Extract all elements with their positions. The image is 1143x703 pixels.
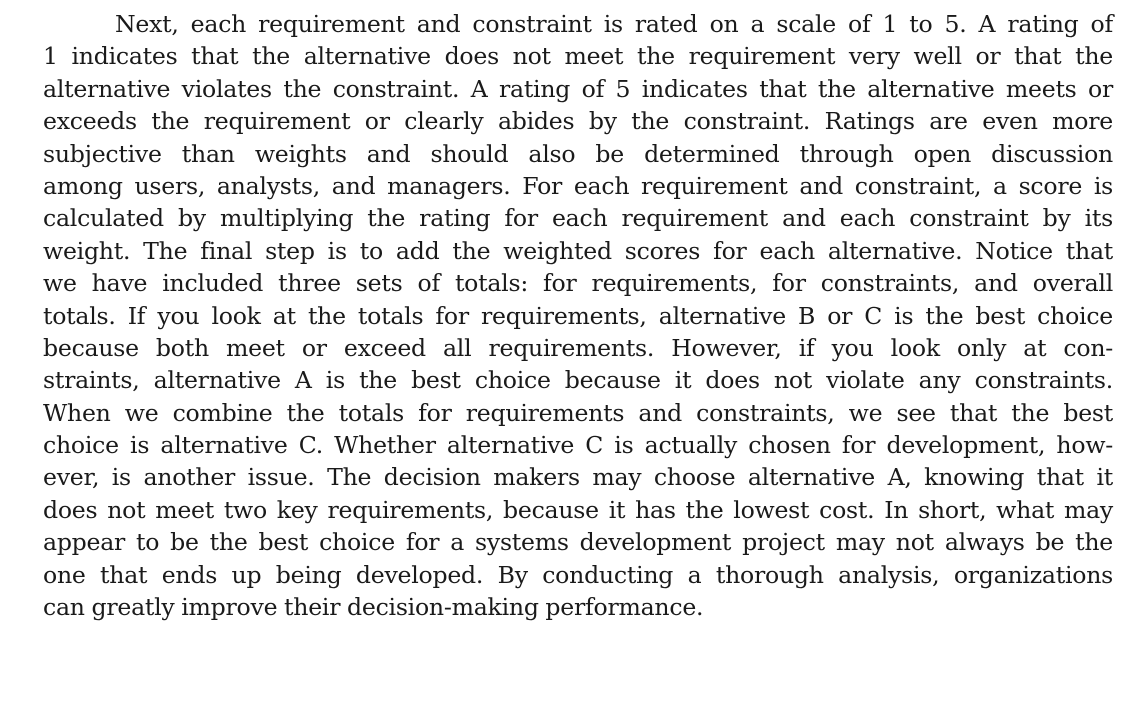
body-paragraph bbox=[43, 8, 1113, 623]
paragraph-line: weight. The final step is to add the weighted scores for each alternative. Notice that bbox=[43, 236, 1113, 265]
paragraph-line: among users, analysts, and managers. For each requirement and constraint, a score is bbox=[43, 171, 1113, 200]
paragraph-line: because both meet or exceed all requirements. However, if you look only at con- bbox=[43, 333, 1113, 362]
paragraph-line: we have included three sets of totals: for requirements, for constraints, and overall bbox=[43, 269, 1113, 298]
paragraph-line: When we combine the totals for requirements and constraints, we see that the best bbox=[43, 398, 1113, 427]
paragraph-line: subjective than weights and should also be determined through open discussion bbox=[43, 139, 1113, 168]
paragraph-line: alternative violates the constraint. A rating of 5 indicates that the alternative meets or bbox=[43, 74, 1113, 103]
document-page bbox=[43, 8, 1113, 623]
paragraph-line: one that ends up being developed. By conducting a thorough analysis, organizations bbox=[43, 560, 1113, 589]
paragraph-line: Next, each requirement and constraint is rated on a scale of 1 to 5. A rating of bbox=[115, 10, 1113, 38]
paragraph-line: straints, alternative A is the best choice because it does not violate any constraints. bbox=[43, 366, 1113, 395]
paragraph-line: appear to be the best choice for a systems development project may not always be the bbox=[43, 528, 1113, 557]
paragraph-line: can greatly improve their decision-making performance. bbox=[43, 593, 704, 622]
paragraph-line: totals. If you look at the totals for requirements, alternative B or C is the best choice bbox=[43, 301, 1113, 330]
paragraph-line: does not meet two key requirements, because it has the lowest cost. In short, what may bbox=[43, 495, 1113, 524]
paragraph-line: 1 indicates that the alternative does not meet the requirement very well or that the bbox=[43, 42, 1113, 71]
paragraph-line: exceeds the requirement or clearly abides by the constraint. Ratings are even more bbox=[43, 107, 1113, 136]
paragraph-line: choice is alternative C. Whether alternative C is actually chosen for development, how- bbox=[43, 431, 1113, 460]
paragraph-line: calculated by multiplying the rating for each requirement and each constraint by its bbox=[43, 204, 1113, 233]
paragraph-line: ever, is another issue. The decision makers may choose alternative A, knowing that it bbox=[43, 463, 1113, 492]
